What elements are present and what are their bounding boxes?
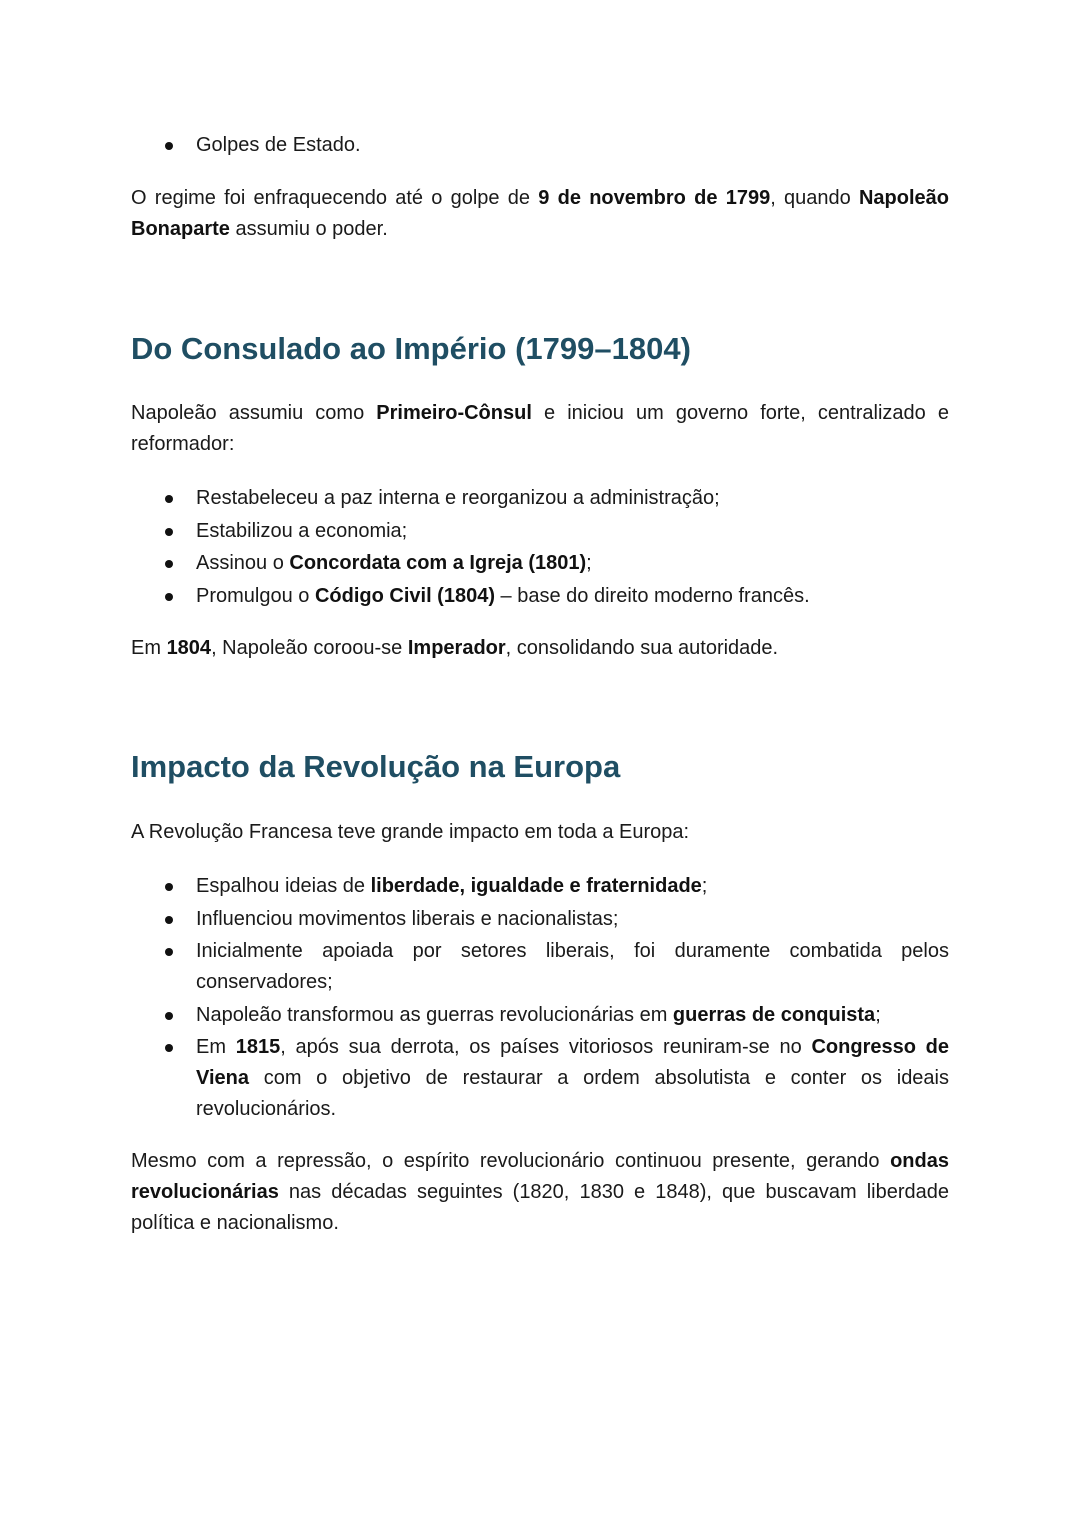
paragraph-impacto-intro [131, 817, 949, 848]
bold-text: guerras de conquista [672, 1003, 876, 1026]
text-run: Restabeleceu a paz interna e reorganizou a administração; [196, 487, 720, 509]
bullet-list-golpes [131, 130, 949, 163]
bullet-dot-icon [165, 916, 173, 924]
section-heading-consulado: Do Consulado ao Império (1799–1804) [131, 331, 691, 366]
text-run: , quando [770, 187, 859, 209]
list-item [131, 483, 949, 514]
bullet-dot-icon [165, 948, 173, 956]
text-run: e iniciou um governo forte, centralizado e reformador: [131, 402, 949, 455]
text-run: – base do direito moderno francês. [495, 584, 810, 607]
text-run: Assinou o [196, 552, 290, 574]
text-run: ; [875, 1003, 881, 1026]
text-run: Napoleão assumiu como [131, 402, 377, 424]
text-run: , após sua derrota, os países vitoriosos reuniram-se no [280, 1036, 812, 1058]
list-item [131, 548, 949, 579]
bold-text: Código Civil (1804) [314, 584, 495, 607]
list-item [131, 871, 949, 902]
paragraph-ondas-revolucionarias [131, 1146, 949, 1239]
text-run: com o objetivo de restaurar a ordem absolutista e conter os ideais revolucionários. [196, 1067, 949, 1120]
list-item [131, 130, 949, 161]
bullet-dot-icon [165, 495, 173, 503]
bullet-dot-icon [165, 883, 173, 891]
bullet-dot-icon [165, 593, 173, 601]
bullet-dot-icon [165, 528, 173, 536]
bold-text: Napoleão Bonaparte [131, 187, 949, 240]
bullet-dot-icon [165, 142, 173, 150]
text-run: , consolidando sua autoridade. [505, 637, 779, 659]
bold-text: Concordata com a Igreja (1801) [289, 552, 587, 574]
bold-text: Imperador [407, 637, 506, 659]
bullet-dot-icon [165, 560, 173, 568]
bullet-dot-icon [165, 1044, 173, 1052]
list-item [131, 581, 949, 612]
bold-text: Congresso de Viena [196, 1036, 950, 1089]
text-run: Inicialmente apoiada por setores liberais, foi duramente combatida pelos conservadores; [196, 940, 949, 993]
bold-text: 9 de novembro de 1799 [538, 187, 771, 209]
text-run: O regime foi enfraquecendo até o golpe de [131, 187, 539, 209]
text-run: , Napoleão coroou-se [211, 637, 408, 659]
bold-text: 1815 [235, 1036, 281, 1058]
text-run: Golpes de Estado. [196, 134, 361, 156]
paragraph-imperador [131, 633, 949, 664]
text-run: ; [701, 875, 708, 897]
list-item [131, 936, 949, 998]
list-item [131, 904, 949, 935]
bold-text: liberdade, igualdade e fraternidade [370, 875, 702, 897]
text-run: Em [196, 1036, 236, 1058]
paragraph-consulado-intro [131, 398, 949, 460]
text-run: Em [131, 637, 167, 659]
bullet-list-consulado [131, 483, 949, 613]
text-run: ; [586, 552, 592, 574]
text-run: Mesmo com a repressão, o espírito revolucionário continuou presente, gerando [131, 1150, 891, 1172]
text-run: Napoleão transformou as guerras revolucionárias em [196, 1003, 673, 1026]
text-run: Estabilizou a economia; [196, 519, 408, 542]
bold-text: Primeiro-Cônsul [376, 402, 532, 424]
bullet-list-impacto [131, 871, 949, 1127]
text-run: Influenciou movimentos liberais e nacionalistas; [196, 907, 619, 930]
list-item [131, 1000, 949, 1031]
text-run: Promulgou o [196, 584, 315, 607]
list-item [131, 516, 949, 547]
list-item [131, 1032, 949, 1125]
text-run: Espalhou ideias de [196, 875, 371, 897]
section-heading-impacto: Impacto da Revolução na Europa [131, 749, 621, 784]
text-run: A Revolução Francesa teve grande impacto em toda a Europa: [131, 821, 690, 843]
bullet-dot-icon [165, 1012, 173, 1020]
bold-text: ondas revolucionárias [131, 1150, 949, 1203]
bold-text: 1804 [166, 637, 212, 659]
paragraph-regime [131, 183, 949, 245]
text-run: assumiu o poder. [229, 218, 388, 240]
text-run: nas décadas seguintes (1820, 1830 e 1848), que buscavam liberdade política e nacionalismo. [131, 1181, 949, 1234]
